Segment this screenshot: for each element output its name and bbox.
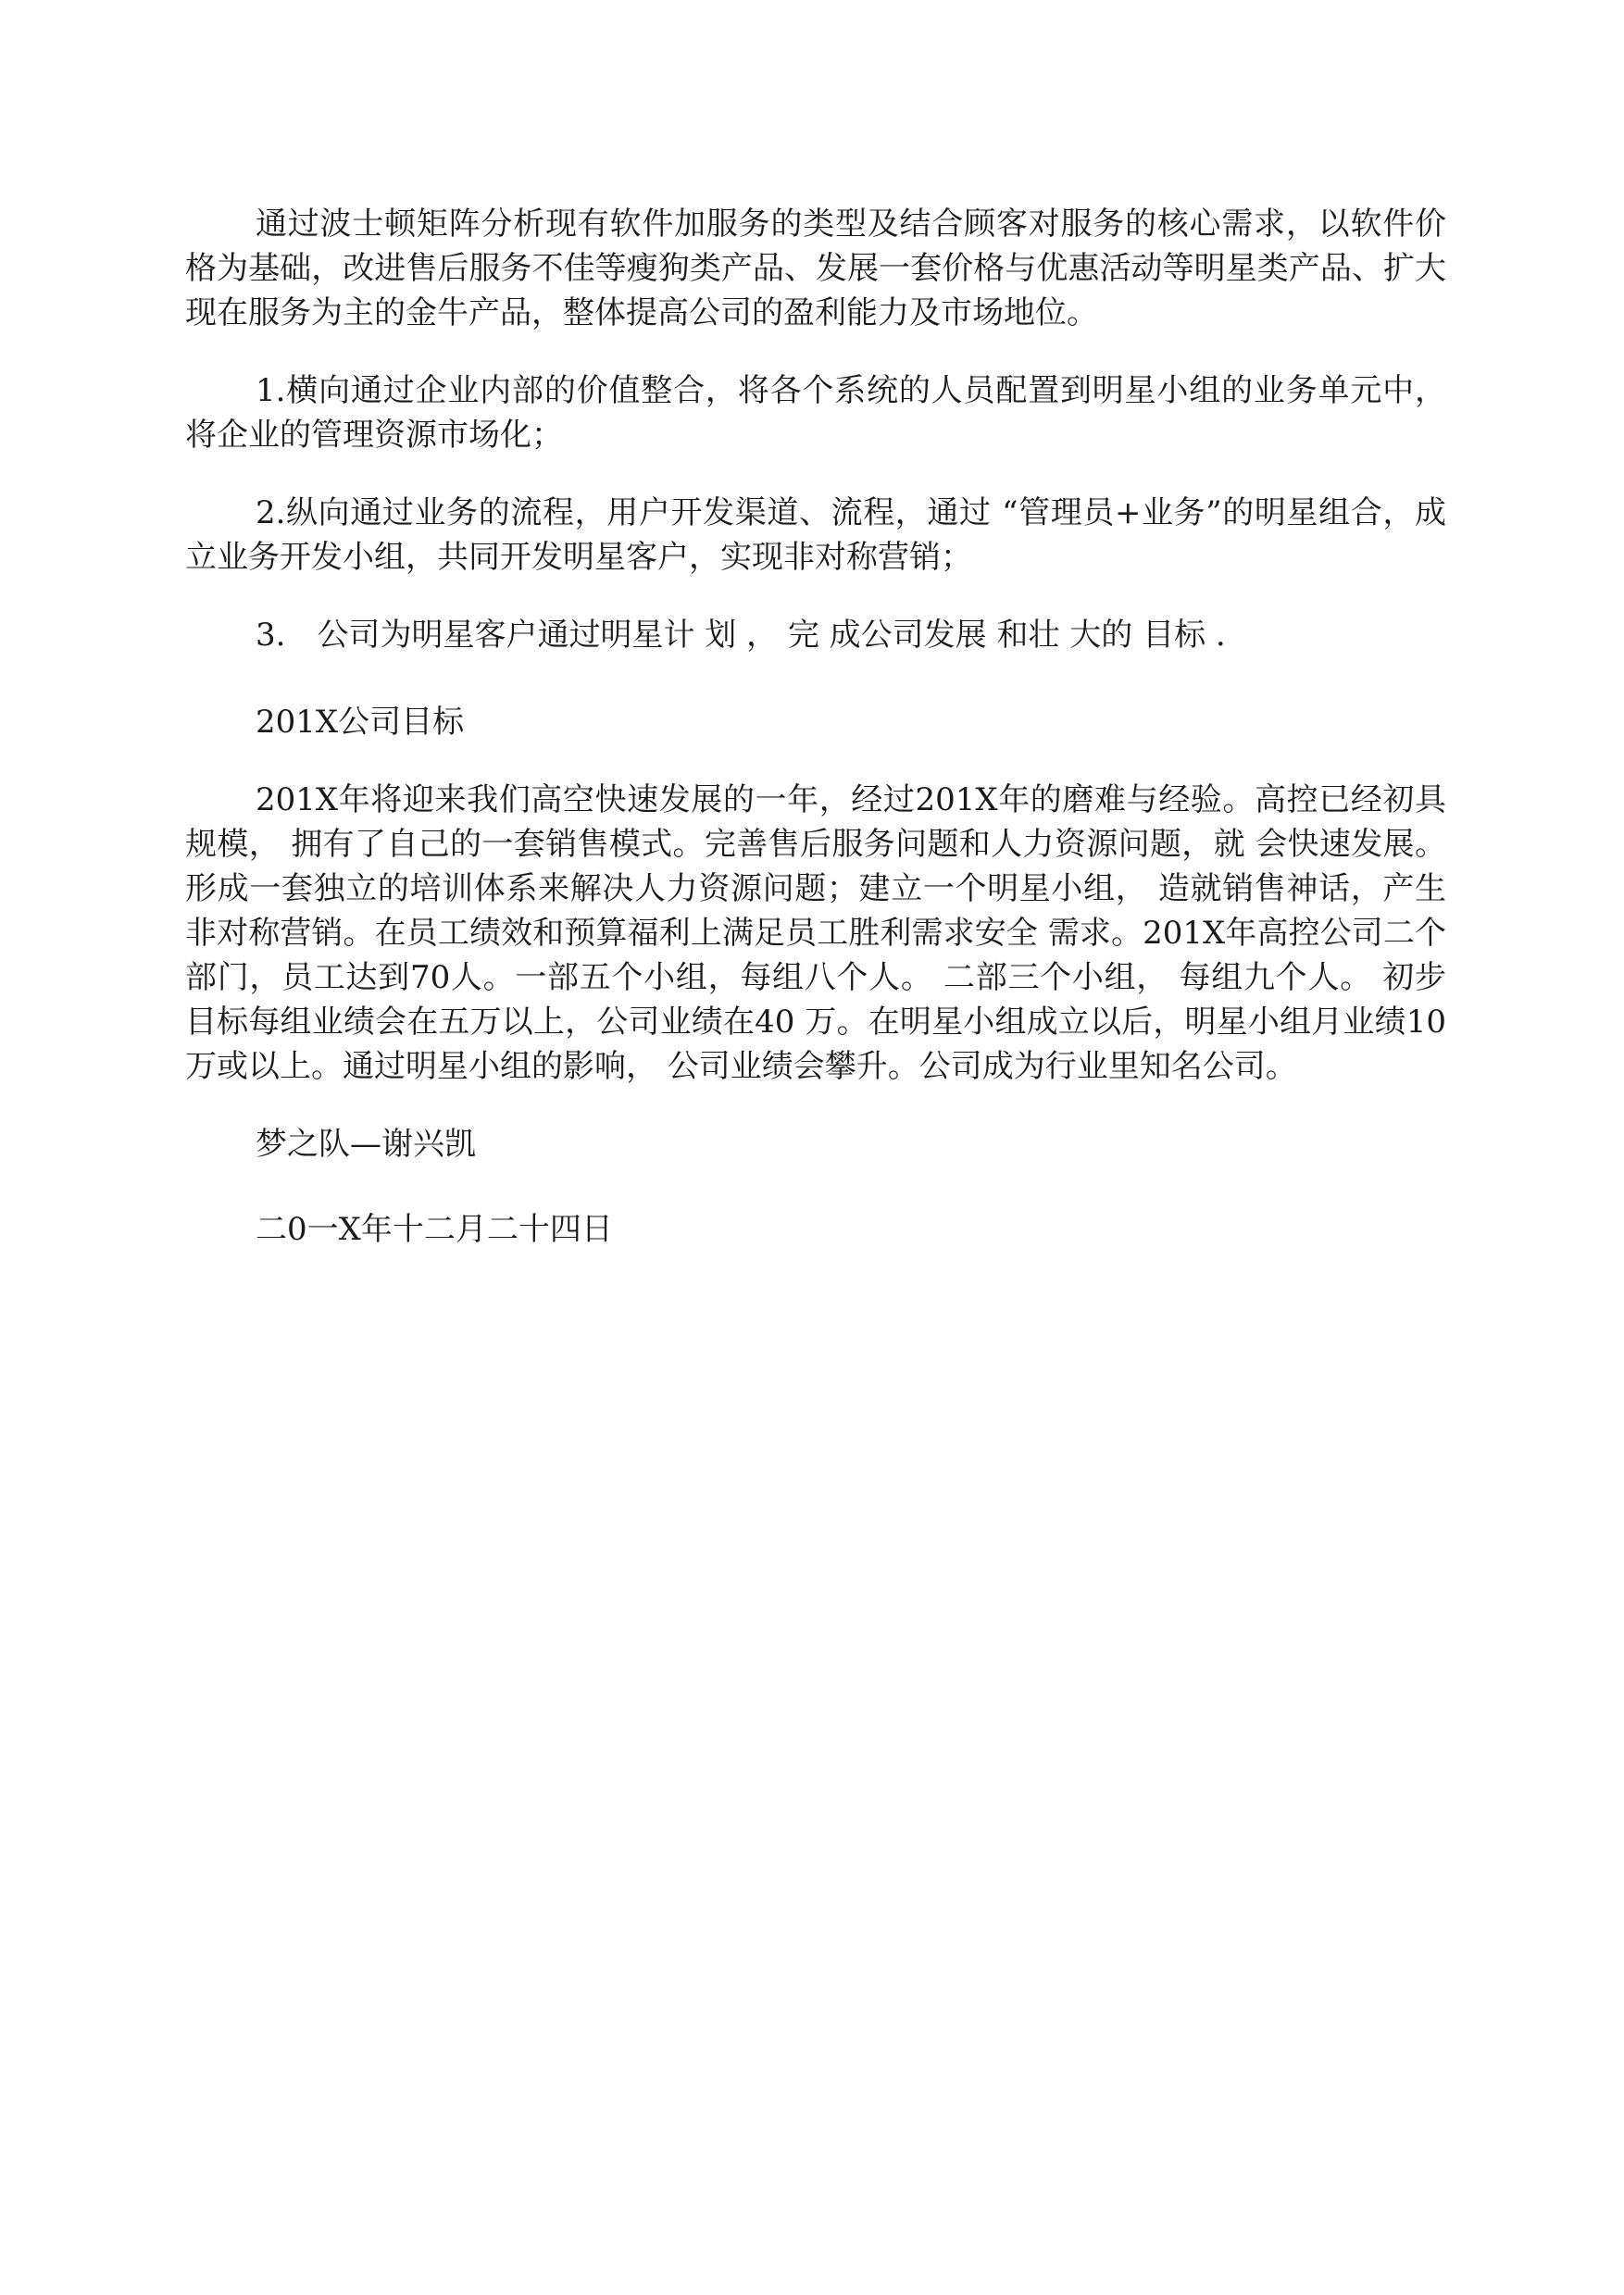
- section-title: 201X公司目标: [256, 704, 465, 741]
- document-body: [185, 202, 1446, 1285]
- strategy-item-2: 2.纵向通过业务的流程，用户开发渠道、流程，通过 “管理员+业务”的明星组合，成立业务开发小组，共同开发明星客户，实现非对称营销；: [185, 494, 1446, 576]
- document-date: 二0一X年十二月二十四日: [256, 1211, 613, 1248]
- strategy-item-3: 3. 公司为明星客户通过明星计 划 ， 完 成公司发展 和壮 大的 目标 .: [256, 617, 1226, 654]
- goal-paragraph: 201X年将迎来我们高空快速发展的一年，经过201X年的磨难与经验。高控已经初具规模， 拥有了自己的一套销售模式。完善售后服务问题和人力资源问题，就 会快速发展。 形成一套独立的培训体系来解决人力资源问题；建立一个明星小组， 造就销售神话，产生非对称营销。在员工绩效和预算福利上满足员工胜利需求安全 需求。201X年高控公司二个部门，员工达到70人。一部五个小组，每组八个人。 二部三个小组， 每组九个人。 初步目标每组业绩会在五万以上，公司业绩在40 万。在明星小组成立以后，明星小组月业绩10万或以上。通过明星小组的影响， 公司业绩会攀升。公司成为行业里知名公司。: [185, 781, 1446, 1085]
- strategy-item-1: 1.横向通过企业内部的价值整合，将各个系统的人员配置到明星小组的业务单元中，将企业的管理资源市场化；: [185, 372, 1446, 454]
- signature: 梦之队—谢兴凯: [256, 1126, 476, 1163]
- intro-paragraph: 通过波士顿矩阵分析现有软件加服务的类型及结合顾客对服务的核心需求，以软件价格为基础，改进售后服务不佳等瘦狗类产品、发展一套价格与优惠活动等明星类产品、扩大现在服务为主的金牛产品，整体提高公司的盈利能力及市场地位。: [185, 206, 1446, 331]
